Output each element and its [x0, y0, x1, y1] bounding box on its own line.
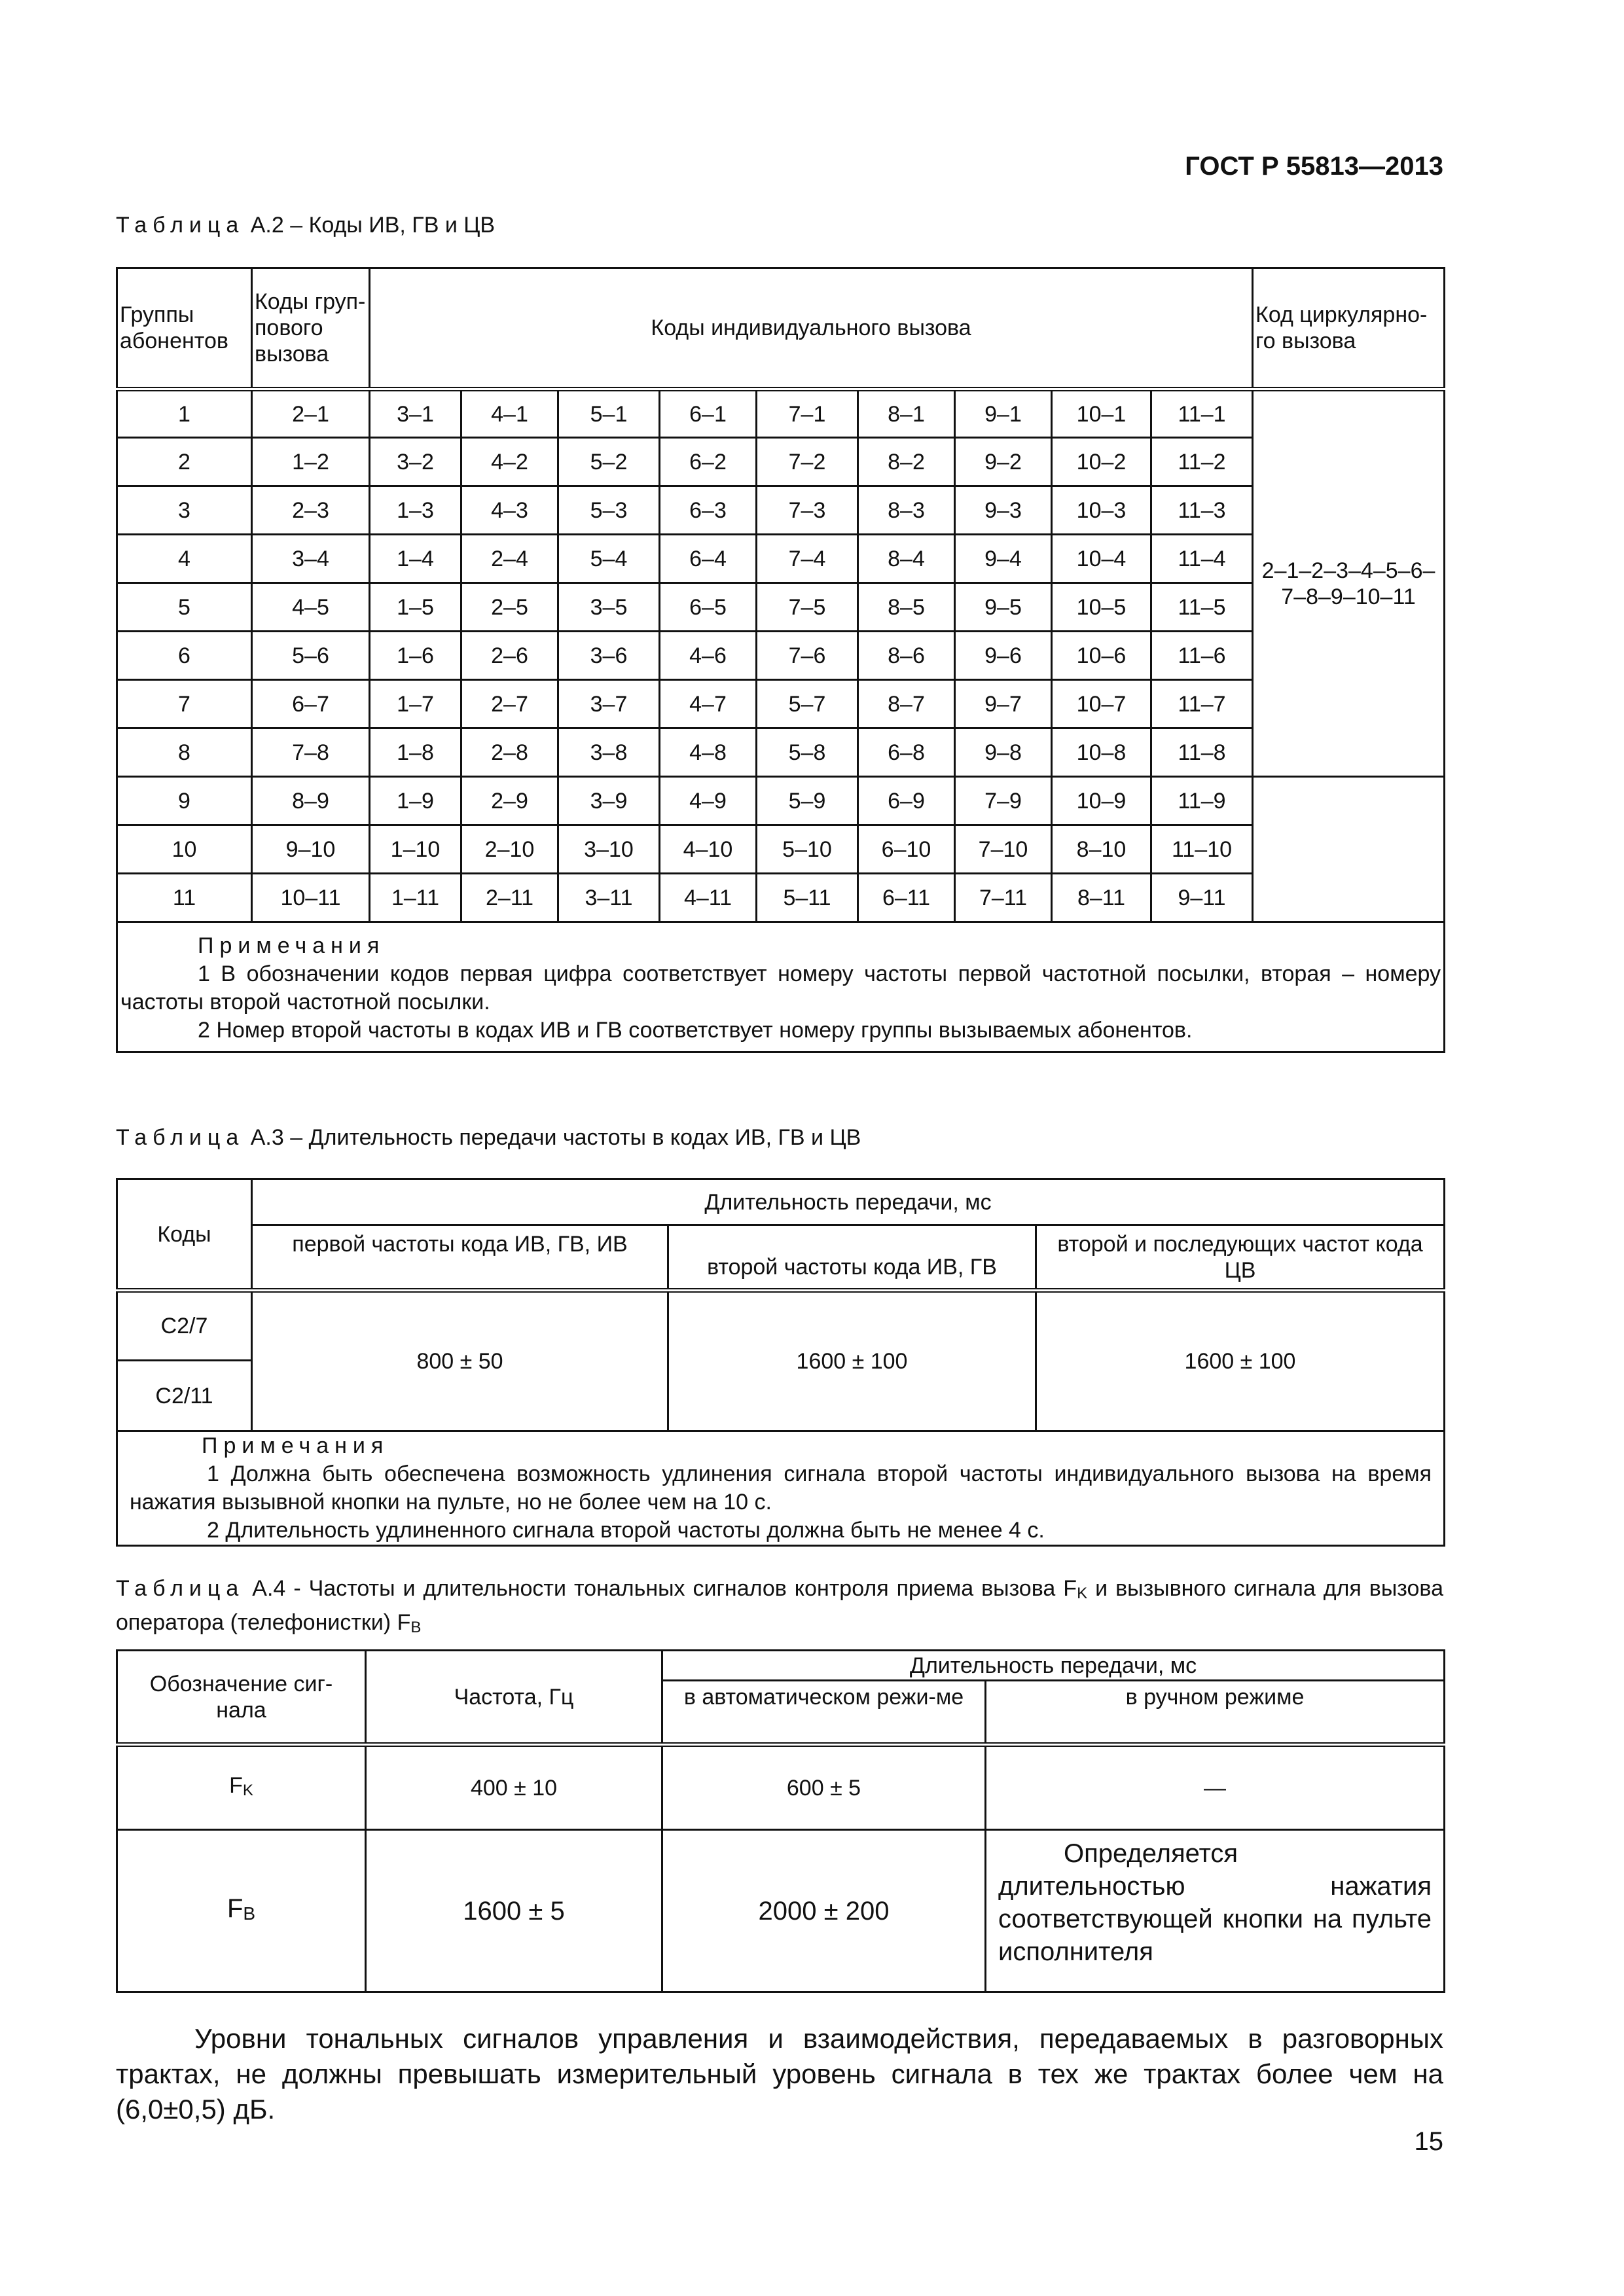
table-row — [117, 874, 1445, 922]
value-second-frequency: 1600 ± 100 — [668, 1291, 1036, 1431]
individual-call-code: 5–9 — [757, 777, 858, 825]
individual-call-code: 4–2 — [461, 438, 558, 486]
individual-call-code: 9–1 — [955, 389, 1052, 438]
header-subsequent-frequencies: второй и последующих частот кода ЦВ — [1036, 1225, 1445, 1291]
auto-duration-fb: 2000 ± 200 — [662, 1830, 986, 1992]
individual-call-code: 5–7 — [757, 680, 858, 728]
individual-call-code: 11–9 — [1151, 777, 1253, 825]
individual-call-code: 6–8 — [858, 728, 955, 777]
individual-call-code: 6–9 — [858, 777, 955, 825]
group-call-code: 10–11 — [252, 874, 370, 922]
individual-call-code: 4–1 — [461, 389, 558, 438]
individual-call-code: 6–2 — [660, 438, 757, 486]
group-number: 5 — [117, 583, 252, 632]
individual-call-code: 6–11 — [858, 874, 955, 922]
group-number: 8 — [117, 728, 252, 777]
value-subsequent-frequencies: 1600 ± 100 — [1036, 1291, 1445, 1431]
individual-call-code: 9–2 — [955, 438, 1052, 486]
individual-call-code: 7–10 — [955, 825, 1052, 874]
individual-call-code: 3–6 — [558, 632, 660, 680]
table-row — [117, 680, 1445, 728]
individual-call-code: 2–9 — [461, 777, 558, 825]
table-row — [117, 825, 1445, 874]
table-a2-notes-row — [117, 922, 1445, 1052]
group-call-code: 1–2 — [252, 438, 370, 486]
individual-call-code: 7–3 — [757, 486, 858, 535]
group-number: 6 — [117, 632, 252, 680]
group-call-code: 8–9 — [252, 777, 370, 825]
table-a3-caption — [116, 1123, 861, 1152]
table-a2 — [116, 267, 1445, 1053]
individual-call-code: 5–2 — [558, 438, 660, 486]
individual-call-code: 10–4 — [1052, 535, 1151, 583]
header-circular-code: Код циркулярно-го вызова — [1253, 268, 1445, 389]
code-c27: С2/7 — [117, 1291, 252, 1361]
group-number: 7 — [117, 680, 252, 728]
individual-call-code: 9–5 — [955, 583, 1052, 632]
table-a4-row-fk — [117, 1745, 1445, 1830]
individual-call-code: 11–1 — [1151, 389, 1253, 438]
header-auto-mode: в автоматическом режи-ме — [662, 1681, 986, 1745]
individual-call-code: 8–1 — [858, 389, 955, 438]
header-duration: Длительность передачи, мс — [662, 1651, 1445, 1681]
individual-call-code: 8–3 — [858, 486, 955, 535]
individual-call-code: 10–7 — [1052, 680, 1151, 728]
individual-call-code: 10–6 — [1052, 632, 1151, 680]
individual-call-code: 5–3 — [558, 486, 660, 535]
table-row — [117, 728, 1445, 777]
individual-call-code: 4–11 — [660, 874, 757, 922]
individual-call-code: 1–7 — [370, 680, 461, 728]
individual-call-code: 5–1 — [558, 389, 660, 438]
auto-duration-fk: 600 ± 5 — [662, 1745, 986, 1830]
empty-circular-cell — [1253, 777, 1445, 922]
individual-call-code: 9–7 — [955, 680, 1052, 728]
individual-call-code: 1–8 — [370, 728, 461, 777]
individual-call-code: 9–4 — [955, 535, 1052, 583]
note-2: 2 Номер второй частоты в кодах ИВ и ГВ соответствует номеру группы вызываемых абонентов. — [198, 1018, 1193, 1043]
individual-call-code: 7–1 — [757, 389, 858, 438]
table-a4-row-fb — [117, 1830, 1445, 1992]
signal-symbol: F — [226, 1893, 244, 1923]
individual-call-code: 9–8 — [955, 728, 1052, 777]
individual-call-code: 11–4 — [1151, 535, 1253, 583]
table-row — [117, 438, 1445, 486]
table-a3-header-row-1 — [117, 1179, 1445, 1225]
individual-call-code: 6–3 — [660, 486, 757, 535]
caption-text: А.2 – Коды ИВ, ГВ и ЦВ — [244, 213, 496, 238]
table-a4-caption — [116, 1574, 1443, 1642]
individual-call-code: 8–10 — [1052, 825, 1151, 874]
header-individual-codes: Коды индивидуального вызова — [370, 268, 1253, 389]
group-number: 1 — [117, 389, 252, 438]
header-manual-mode: в ручном режиме — [986, 1681, 1445, 1745]
individual-call-code: 7–2 — [757, 438, 858, 486]
individual-call-code: 10–3 — [1052, 486, 1151, 535]
manual-duration-fk: — — [986, 1745, 1445, 1830]
group-call-code: 5–6 — [252, 632, 370, 680]
individual-call-code: 4–6 — [660, 632, 757, 680]
individual-call-code: 3–7 — [558, 680, 660, 728]
individual-call-code: 10–2 — [1052, 438, 1151, 486]
individual-call-code: 4–8 — [660, 728, 757, 777]
caption-text-2: и вызывного сигнала для вызова оператора (телефонистки) F — [116, 1576, 1443, 1635]
frequency-fb: 1600 ± 5 — [366, 1830, 662, 1992]
table-a3-notes-row — [117, 1431, 1445, 1546]
group-number: 9 — [117, 777, 252, 825]
caption-sub-k: K — [1077, 1585, 1088, 1602]
header-first-frequency: первой частоты кода ИВ, ГВ, ИВ — [252, 1225, 668, 1291]
individual-call-code: 10–5 — [1052, 583, 1151, 632]
manual-duration-fb: Определяется длительностью нажатия соответствующей кнопки на пульте исполнителя — [986, 1830, 1445, 1992]
individual-call-code: 10–1 — [1052, 389, 1151, 438]
table-a3-row-c27 — [117, 1291, 1445, 1361]
table-row — [117, 389, 1445, 438]
group-call-code: 2–3 — [252, 486, 370, 535]
body-paragraph: Уровни тональных сигналов управления и взаимодействия, передаваемых в разговорных трактах, не должны превышать измерительный уровень сигнала в тех же трактах более чем на (6,0±0,5) дБ. — [116, 2023, 1443, 2125]
group-number: 2 — [117, 438, 252, 486]
table-row — [117, 777, 1445, 825]
group-call-code: 6–7 — [252, 680, 370, 728]
group-call-code: 3–4 — [252, 535, 370, 583]
individual-call-code: 11–5 — [1151, 583, 1253, 632]
table-a3-header-row-2 — [117, 1225, 1445, 1291]
table-row — [117, 535, 1445, 583]
individual-call-code: 5–8 — [757, 728, 858, 777]
individual-call-code: 4–3 — [461, 486, 558, 535]
document-code: ГОСТ Р 55813—2013 — [1185, 152, 1443, 181]
table-a2-caption — [116, 211, 495, 240]
individual-call-code: 5–11 — [757, 874, 858, 922]
header-frequency: Частота, Гц — [366, 1651, 662, 1745]
table-a2-notes — [117, 922, 1445, 1052]
caption-text-1: А.4 - Частоты и длительности тональных сигналов контроля приема вызова F — [244, 1576, 1077, 1601]
individual-call-code: 2–7 — [461, 680, 558, 728]
individual-call-code: 3–2 — [370, 438, 461, 486]
table-a3 — [116, 1178, 1445, 1547]
header-duration: Длительность передачи, мс — [252, 1179, 1445, 1225]
individual-call-code: 6–5 — [660, 583, 757, 632]
notes-title: Примечания — [198, 933, 386, 958]
group-number: 3 — [117, 486, 252, 535]
individual-call-code: 9–11 — [1151, 874, 1253, 922]
signal-subscript: B — [243, 1903, 256, 1924]
individual-call-code: 6–10 — [858, 825, 955, 874]
individual-call-code: 11–6 — [1151, 632, 1253, 680]
caption-sub-b: B — [410, 1619, 422, 1636]
individual-call-code: 8–6 — [858, 632, 955, 680]
group-call-code: 4–5 — [252, 583, 370, 632]
individual-call-code: 9–3 — [955, 486, 1052, 535]
table-a2-header-row — [117, 268, 1445, 389]
individual-call-code: 8–4 — [858, 535, 955, 583]
notes-title: Примечания — [202, 1433, 389, 1458]
individual-call-code: 2–4 — [461, 535, 558, 583]
individual-call-code: 7–11 — [955, 874, 1052, 922]
group-number: 11 — [117, 874, 252, 922]
individual-call-code: 2–11 — [461, 874, 558, 922]
individual-call-code: 4–7 — [660, 680, 757, 728]
note-2: 2 Длительность удлиненного сигнала второй частоты должна быть не менее 4 с. — [207, 1518, 1045, 1543]
header-codes: Коды — [117, 1179, 252, 1291]
individual-call-code: 5–10 — [757, 825, 858, 874]
page-number: 15 — [1414, 2127, 1443, 2156]
signal-fk — [117, 1745, 366, 1830]
individual-call-code: 3–8 — [558, 728, 660, 777]
code-c211: С2/11 — [117, 1361, 252, 1431]
individual-call-code: 6–4 — [660, 535, 757, 583]
header-groups: Группы абонентов — [117, 268, 252, 389]
individual-call-code: 2–5 — [461, 583, 558, 632]
individual-call-code: 11–7 — [1151, 680, 1253, 728]
table-row — [117, 583, 1445, 632]
table-row — [117, 486, 1445, 535]
individual-call-code: 5–4 — [558, 535, 660, 583]
individual-call-code: 8–7 — [858, 680, 955, 728]
caption-label: Таблица — [116, 1125, 245, 1150]
individual-call-code: 11–3 — [1151, 486, 1253, 535]
individual-call-code: 11–10 — [1151, 825, 1253, 874]
individual-call-code: 7–4 — [757, 535, 858, 583]
individual-call-code: 1–6 — [370, 632, 461, 680]
individual-call-code: 3–1 — [370, 389, 461, 438]
note-1: 1 В обозначении кодов первая цифра соответствует номеру частоты первой частотной посылки, вторая – номеру частоты второй частотной посылки. — [120, 961, 1441, 1014]
individual-call-code: 11–2 — [1151, 438, 1253, 486]
individual-call-code: 1–5 — [370, 583, 461, 632]
individual-call-code: 8–11 — [1052, 874, 1151, 922]
value-first-frequency: 800 ± 50 — [252, 1291, 668, 1431]
signal-fb — [117, 1830, 366, 1992]
group-call-code: 7–8 — [252, 728, 370, 777]
table-a3-notes — [117, 1431, 1445, 1546]
individual-call-code: 7–5 — [757, 583, 858, 632]
group-call-code: 2–1 — [252, 389, 370, 438]
signal-symbol: F — [229, 1772, 243, 1798]
individual-call-code: 3–10 — [558, 825, 660, 874]
caption-text: А.3 – Длительность передачи частоты в кодах ИВ, ГВ и ЦВ — [244, 1125, 861, 1150]
individual-call-code: 4–10 — [660, 825, 757, 874]
individual-call-code: 1–3 — [370, 486, 461, 535]
individual-call-code: 8–2 — [858, 438, 955, 486]
caption-label: Таблица — [116, 1576, 245, 1601]
note-1: 1 Должна быть обеспечена возможность удлинения сигнала второй частоты индивидуального вызова на время нажатия вызывной кнопки на пульте, но не более чем на 10 с. — [130, 1462, 1432, 1515]
header-group-code: Коды груп-пового вызова — [252, 268, 370, 389]
individual-call-code: 6–1 — [660, 389, 757, 438]
individual-call-code: 10–9 — [1052, 777, 1151, 825]
table-a4 — [116, 1649, 1445, 1993]
individual-call-code: 2–10 — [461, 825, 558, 874]
individual-call-code: 1–11 — [370, 874, 461, 922]
frequency-fk: 400 ± 10 — [366, 1745, 662, 1830]
individual-call-code: 1–9 — [370, 777, 461, 825]
circular-call-code: 2–1–2–3–4–5–6–7–8–9–10–11 — [1253, 389, 1445, 777]
caption-label: Таблица — [116, 213, 245, 238]
table-row — [117, 632, 1445, 680]
individual-call-code: 3–5 — [558, 583, 660, 632]
individual-call-code: 2–8 — [461, 728, 558, 777]
individual-call-code: 8–5 — [858, 583, 955, 632]
table-a4-header-row-1 — [117, 1651, 1445, 1681]
individual-call-code: 4–9 — [660, 777, 757, 825]
individual-call-code: 10–8 — [1052, 728, 1151, 777]
individual-call-code: 9–6 — [955, 632, 1052, 680]
group-number: 4 — [117, 535, 252, 583]
signal-subscript: K — [242, 1781, 253, 1799]
header-second-frequency: второй частоты кода ИВ, ГВ — [668, 1225, 1036, 1291]
individual-call-code: 11–8 — [1151, 728, 1253, 777]
individual-call-code: 7–9 — [955, 777, 1052, 825]
individual-call-code: 3–11 — [558, 874, 660, 922]
individual-call-code: 2–6 — [461, 632, 558, 680]
group-call-code: 9–10 — [252, 825, 370, 874]
individual-call-code: 3–9 — [558, 777, 660, 825]
individual-call-code: 1–4 — [370, 535, 461, 583]
header-designation: Обозначение сиг-нала — [117, 1651, 366, 1745]
group-number: 10 — [117, 825, 252, 874]
individual-call-code: 7–6 — [757, 632, 858, 680]
individual-call-code: 1–10 — [370, 825, 461, 874]
